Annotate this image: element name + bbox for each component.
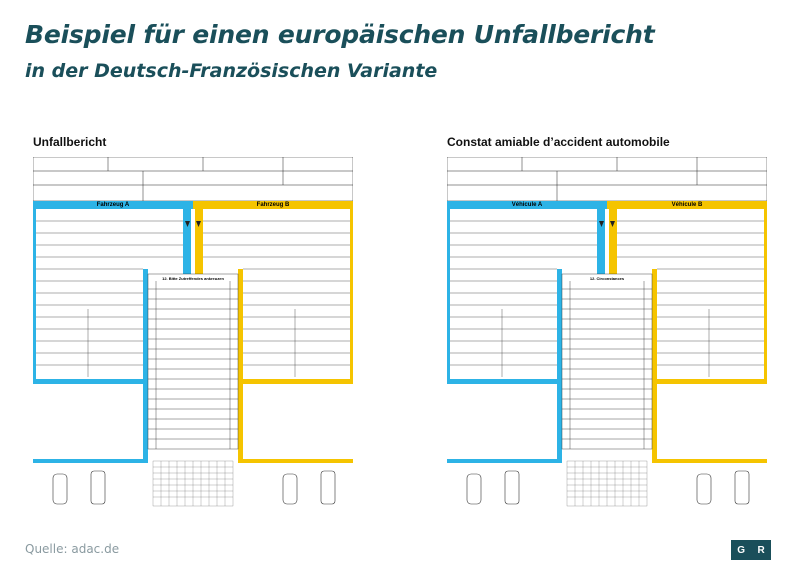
vehicle-b-label: Fahrzeug B [256, 202, 290, 208]
form-body [33, 209, 353, 508]
page-subtitle: in der Deutsch-Französischen Variante [25, 60, 438, 82]
source-caption: Quelle: adac.de [25, 542, 120, 556]
form-title: Unfallbericht [33, 135, 107, 149]
accident-report-form-german [33, 133, 353, 508]
accident-report-form-french [447, 133, 767, 508]
logo-letter: G [737, 544, 746, 556]
brand-logo [731, 540, 771, 560]
form-body [447, 209, 767, 508]
vehicle-a-label: Véhicule A [511, 202, 543, 208]
logo-letter: R [757, 544, 765, 556]
center-heading: 12. Circonstances [589, 276, 625, 281]
form-title: Constat amiable d’accident automobile [447, 135, 670, 149]
vehicle-a-label: Fahrzeug A [96, 202, 130, 208]
vehicle-b-label: Véhicule B [671, 202, 703, 208]
page-title: Beispiel für einen europäischen Unfallbericht [25, 20, 655, 49]
center-heading: 12. Bitte Zutreffendes ankreuzen [162, 276, 224, 281]
